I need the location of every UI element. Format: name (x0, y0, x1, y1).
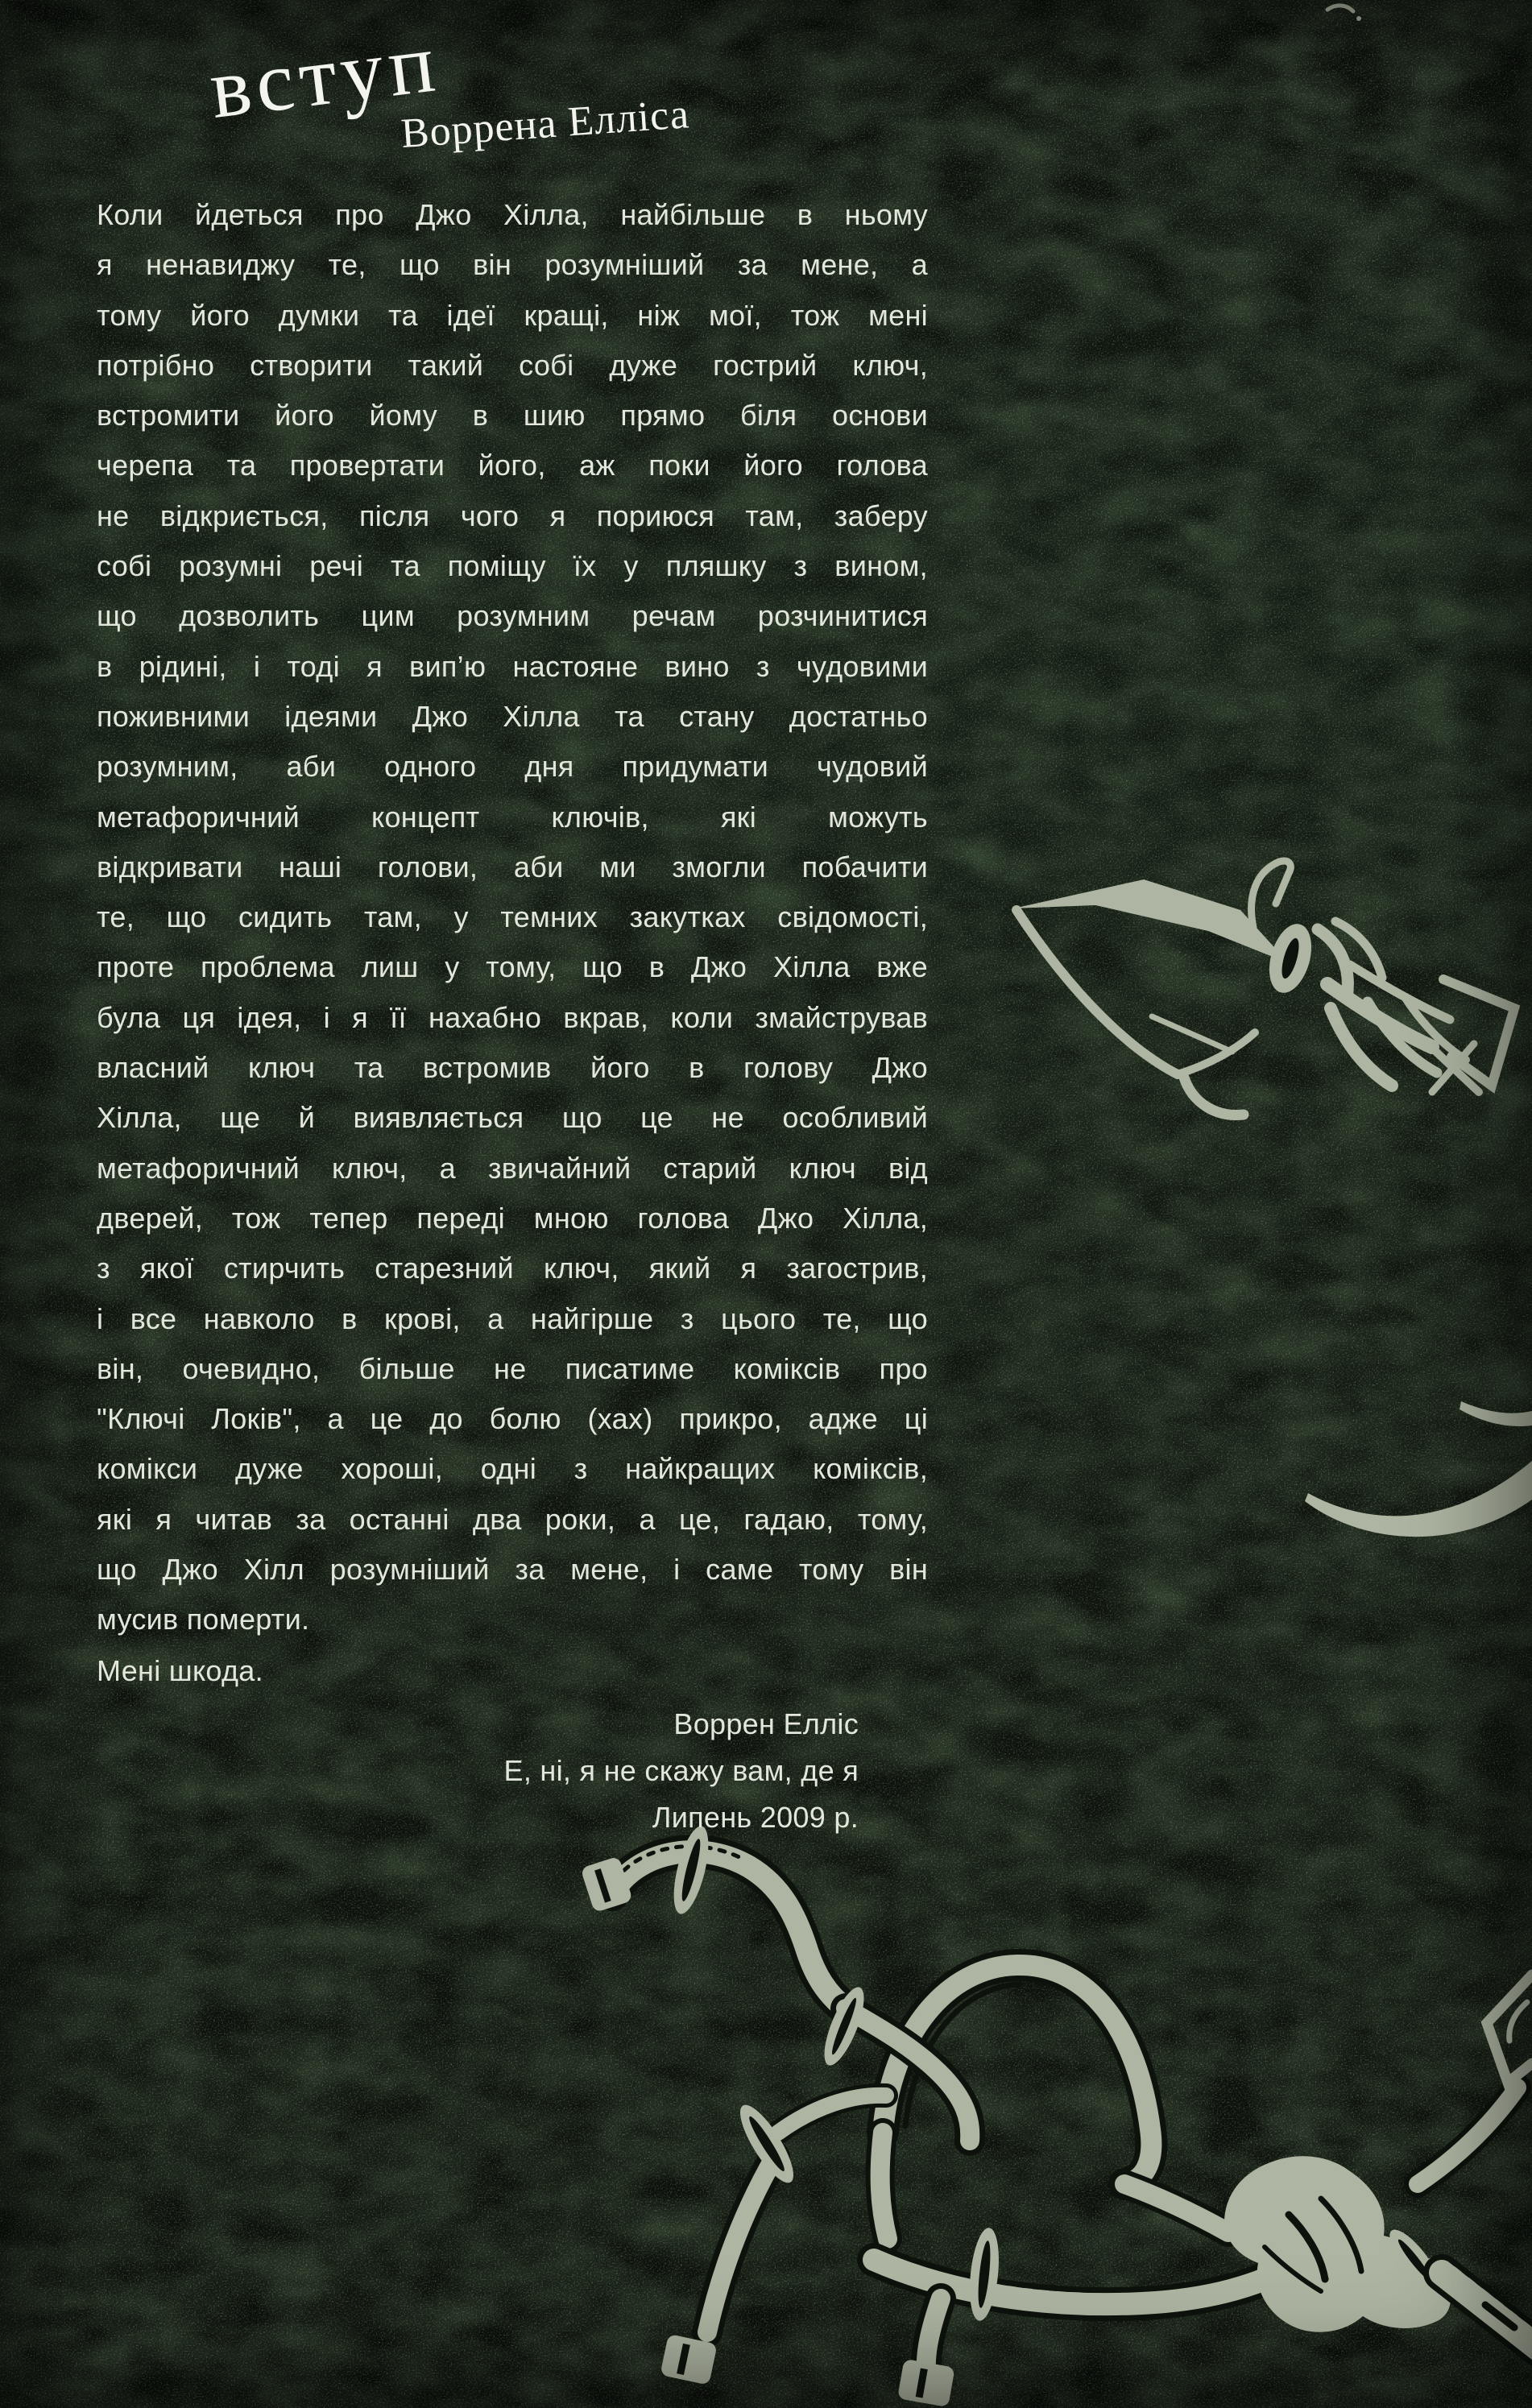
body-line: відкривати наші голови, аби ми змогли побачити (97, 850, 928, 883)
body-line: Коли йдеться про Джо Хілла, найбільше в ньому (97, 198, 928, 231)
body-line: власний ключ та встромив його в голову Джо (97, 1051, 928, 1085)
signature-note: Е, ні, я не скажу вам, де я (503, 1754, 859, 1787)
body-line: черепа та провертати його, аж поки його голова (97, 449, 928, 482)
body-line: дверей, тож тепер переді мною голова Джо Хілла, (97, 1201, 928, 1235)
body-line: в рідині, і тоді я вип’ю настояне вино з чудовими (97, 649, 928, 683)
body-line: комікси дуже хороші, одні з найкращих коміксів, (97, 1452, 928, 1486)
body-line: і все навколо в крові, а найгірше з цього те, що (97, 1301, 928, 1335)
body-line: Хілла, ще й виявляється що це не особливий (97, 1101, 928, 1135)
body-line: проте проблема лиш у тому, що в Джо Хілла вже (97, 950, 928, 984)
body-line: я ненавиджу те, що він розумніший за мене, а (97, 248, 928, 282)
body-line: розумним, аби одного дня придумати чудовий (97, 750, 928, 784)
signature-block (0, 1701, 859, 1841)
body-line: метафоричний ключ, а звичайний старий ключ від (97, 1151, 928, 1185)
body-line: поживними ідеями Джо Хілла та стану достатньо (97, 699, 928, 733)
body-line: встромити його йому в шию прямо біля основи (97, 399, 928, 432)
body-line: собі розумні речі та поміщу їх у пляшку з вином, (97, 549, 928, 583)
body-line: що Джо Хілл розумніший за мене, і саме тому він (97, 1553, 928, 1587)
body-line: з якої стирчить старезний ключ, який я загострив, (97, 1252, 928, 1285)
body-line: які я читав за останні два роки, а це, гадаю, тому, (97, 1502, 928, 1536)
page-title: вступ (205, 14, 445, 136)
signature-date: Липень 2009 р. (652, 1801, 859, 1834)
signature-name: Воррен Елліс (673, 1707, 859, 1740)
page-subtitle: Воррена Елліса (400, 91, 691, 158)
body-line: що дозволить цим розумним речам розчинитися (97, 599, 928, 633)
body-line: потрібно створити такий собі дуже гострий ключ, (97, 348, 928, 382)
body-line: не відкриється, після чого я пориюся там, заберу (97, 499, 928, 532)
body-line: те, що сидить там, у темних закутках свідомості, (97, 900, 928, 934)
body-line: метафоричний концепт ключів, які можуть (97, 800, 928, 834)
closing-line: Мені шкода. (97, 1654, 263, 1687)
key-illustration (1013, 861, 1514, 1115)
body-line: була ця ідея, і я її нахабно вкрав, коли змайстрував (97, 1000, 928, 1034)
body-line: він, очевидно, більше не писатиме коміксів про (97, 1351, 928, 1385)
body-line: "Ключі Локів", а це до болю (хах) прикро, адже ці (97, 1402, 928, 1436)
body-line: тому його думки та ідеї кращі, ніж мої, тож мені (97, 298, 928, 332)
brush-swoosh-illustration (1305, 1401, 1532, 1537)
hose-tangle-illustration (580, 1823, 1532, 2408)
body-line: мусив померти. (97, 1603, 310, 1636)
corner-mark (1327, 6, 1361, 21)
body-paragraph (97, 198, 928, 1653)
